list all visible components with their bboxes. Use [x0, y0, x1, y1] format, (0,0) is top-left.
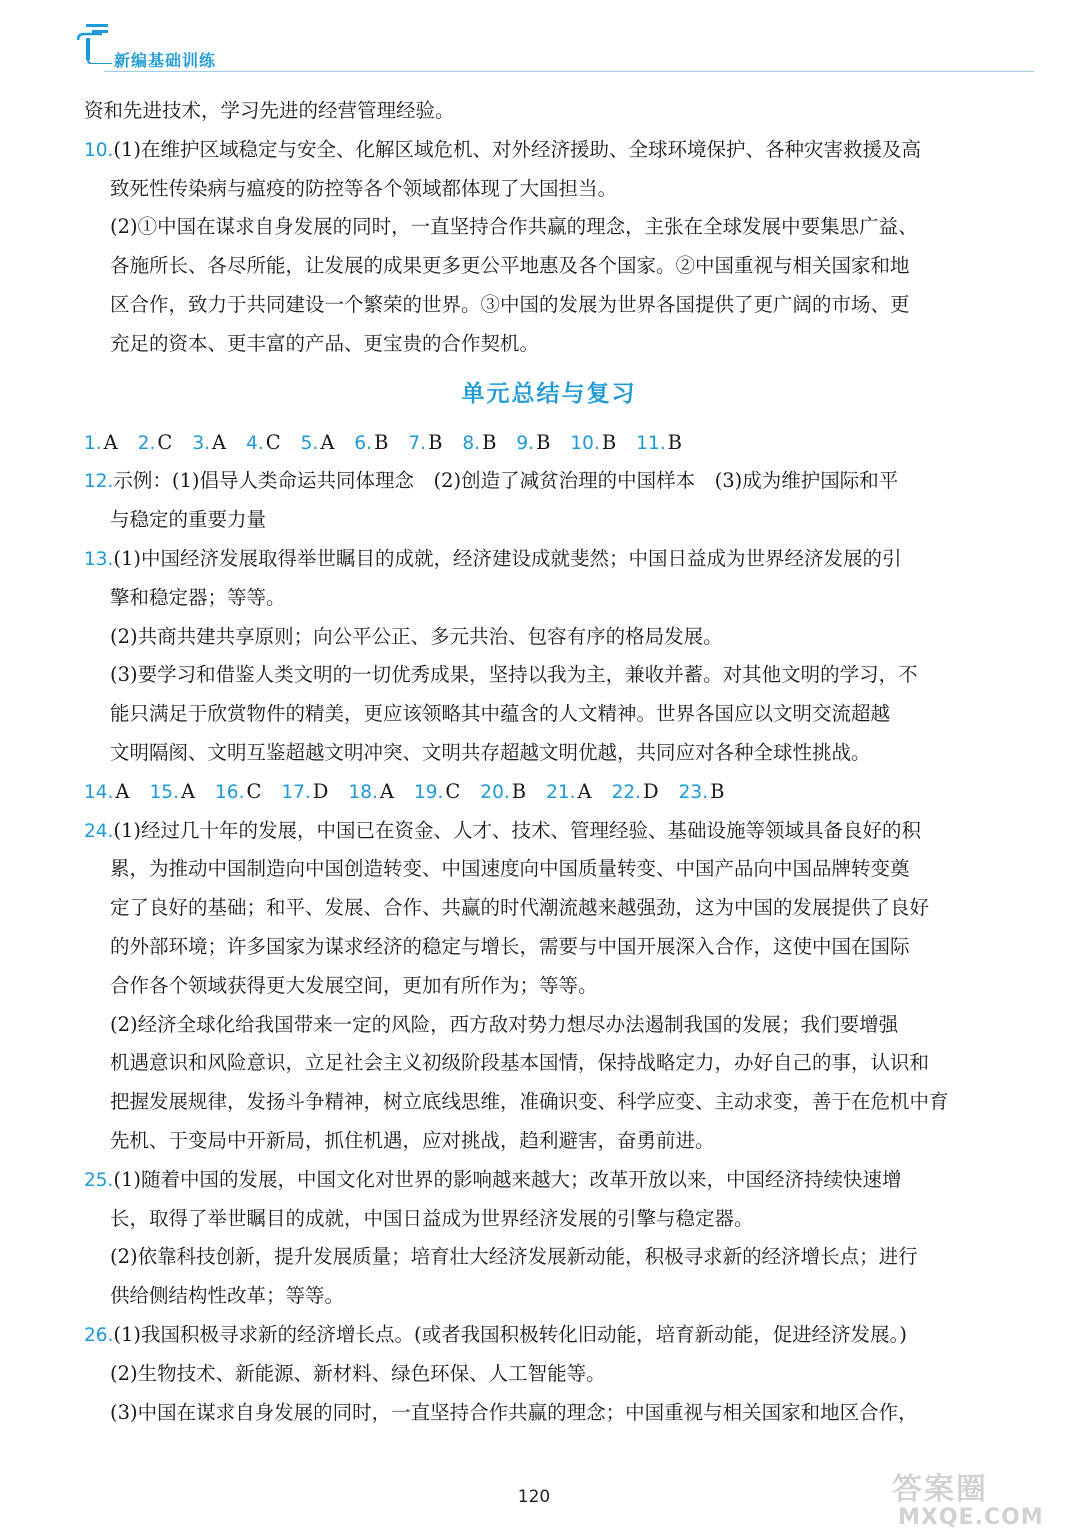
page-header	[0, 0, 1068, 80]
choice-answer	[612, 773, 659, 813]
bottom-answer-block	[84, 812, 1014, 1433]
question-number: 15.	[149, 781, 179, 803]
answer-text: (1)中国经济发展取得举世瞩目的成就，经济建设成就斐然；中国日益成为世界经济发展的引	[113, 546, 902, 570]
question-number: 1.	[84, 432, 102, 454]
choice-answer	[480, 773, 526, 813]
choice-answer	[84, 424, 118, 464]
answer-text: (2)共商共建共享原则；向公平公正、多元共治、包容有序的格局发展。	[110, 624, 723, 648]
answer-line	[84, 618, 1014, 657]
answer-letter: A	[577, 779, 592, 803]
answer-letter: A	[211, 430, 227, 454]
question-number: 4.	[246, 432, 264, 454]
answer-text: (1)我国积极寻求新的经济增长点。(或者我国积极转化旧动能，培育新动能，促进经济发展。)	[113, 1322, 908, 1346]
answer-letter: A	[115, 779, 130, 803]
answer-letter: B	[374, 430, 389, 454]
watermark-top-text: 答案圈	[892, 1472, 988, 1507]
answer-text: 各施所长、各尽所能，让发展的成果更多更公平地惠及各个国家。②中国重视与相关国家和地	[110, 254, 910, 278]
answer-text: 长，取得了举世瞩目的成就，中国日益成为世界经济发展的引擎与稳定器。	[110, 1206, 754, 1230]
answer-text: 能只满足于欣赏物件的精美，更应该领略其中蕴含的人文精神。世界各国应以文明交流超越	[110, 702, 891, 726]
answer-letter: C	[246, 779, 262, 803]
question-number: 18.	[348, 781, 378, 803]
choice-answer	[348, 773, 394, 813]
answer-text: 定了良好的基础；和平、发展、合作、共赢的时代潮流越来越强劲，这为中国的发展提供了良好	[110, 896, 930, 920]
answer-text: (3)要学习和借鉴人类文明的一切优秀成果，坚持以我为主，兼收并蓄。对其他文明的学习，不	[110, 663, 918, 687]
question-number: 25.	[84, 1169, 114, 1191]
answer-letter: A	[103, 430, 118, 454]
answer-line	[84, 967, 1014, 1006]
question-number: 20.	[480, 781, 510, 803]
question-number: 22.	[611, 781, 641, 803]
question-number: 3.	[192, 432, 210, 454]
answer-text: (2)依靠科技创新，提升发展质量；培育壮大经济发展新动能，积极寻求新的经济增长点；进行	[110, 1245, 918, 1269]
answer-line	[84, 695, 1014, 734]
choice-answer	[462, 424, 496, 464]
answer-text: 区合作，致力于共同建设一个繁荣的世界。③中国的发展为世界各国提供了更广阔的市场、更	[110, 292, 910, 316]
answer-line	[84, 131, 1014, 170]
answer-line	[84, 286, 1014, 325]
answer-text: 的外部环境；许多国家为谋求经济的稳定与增长，需要与中国开展深入合作，这使中国在国际	[110, 934, 910, 958]
answer-text: 示例：(1)倡导人类命运共同体理念 (2)创造了减贫治理的中国样本 (3)成为维护国际和平	[113, 469, 899, 493]
answer-text: 充足的资本、更丰富的产品、更宝贵的合作契机。	[110, 331, 540, 355]
book-series-title: 新编基础训练	[114, 51, 217, 70]
answer-text: 致死性传染病与瘟疫的防控等各个领域都体现了大国担当。	[110, 176, 618, 200]
answer-line	[84, 850, 1014, 889]
answer-line	[84, 208, 1014, 247]
answer-letter: A	[379, 779, 394, 803]
answer-text: 文明隔阂、文明互鉴超越文明冲突、文明共存超越文明优越，共同应对各种全球性挑战。	[110, 740, 871, 764]
choice-answer	[246, 424, 281, 464]
answer-line	[84, 325, 1014, 364]
answer-line	[84, 92, 1014, 131]
answer-line	[84, 1316, 1014, 1355]
answer-letter: A	[180, 779, 196, 803]
answer-line	[84, 247, 1014, 286]
header-divider	[104, 71, 1034, 72]
answer-line	[84, 1238, 1014, 1277]
choice-answer	[570, 424, 616, 464]
answer-line	[84, 1083, 1014, 1122]
answer-letter: B	[710, 779, 725, 803]
choice-answers-row-1	[84, 424, 1014, 463]
page-number: 120	[517, 1487, 551, 1507]
answer-letter: B	[601, 430, 617, 454]
answer-text: (1)经过几十年的发展，中国已在资金、人才、技术、管理经验、基础设施等领域具备良好的积	[113, 818, 922, 842]
answer-letter: C	[157, 430, 173, 454]
answer-line	[84, 1006, 1014, 1045]
answer-line	[84, 812, 1014, 851]
choice-answer	[408, 424, 442, 464]
book-logo-icon	[72, 18, 112, 64]
choice-answer	[84, 773, 130, 813]
question-number: 16.	[215, 781, 245, 803]
choice-answer	[546, 773, 592, 813]
choice-answer	[301, 424, 335, 464]
section-title: 单元总结与复习	[461, 380, 637, 407]
answer-content	[84, 92, 1014, 1432]
question-number: 10.	[570, 432, 600, 454]
choice-answer	[414, 773, 460, 813]
answer-line	[84, 928, 1014, 967]
question-number: 21.	[546, 781, 576, 803]
choice-answers-row-2	[84, 773, 1014, 812]
question-number: 10.	[84, 139, 114, 161]
answer-letter: B	[482, 430, 497, 454]
question-number: 13.	[84, 548, 114, 570]
answer-line	[84, 462, 1014, 501]
answer-letter: C	[265, 430, 281, 454]
answer-line	[84, 1355, 1014, 1394]
question-number: 23.	[678, 781, 709, 803]
answer-line	[84, 889, 1014, 928]
question-number: 9.	[516, 432, 535, 454]
question-number: 24.	[84, 820, 114, 842]
answer-letter: C	[445, 779, 461, 803]
answer-text: (2)生物技术、新能源、新材料、绿色环保、人工智能等。	[110, 1361, 606, 1385]
answer-line	[84, 540, 1014, 579]
question-number: 26.	[84, 1324, 114, 1346]
answer-text: 合作各个领域获得更大发展空间，更加有所作为；等等。	[110, 973, 598, 997]
choice-answer	[150, 773, 196, 813]
question-number: 6.	[354, 432, 373, 454]
answer-line	[84, 501, 1014, 540]
answer-text: 先机、于变局中开新局，抓住机遇，应对挑战，趋利避害，奋勇前进。	[110, 1128, 715, 1152]
answer-text: 机遇意识和风险意识，立足社会主义初级阶段基本国情，保持战略定力，办好自己的事，认识和	[110, 1051, 930, 1075]
answer-line	[84, 170, 1014, 209]
choice-answer	[679, 773, 725, 813]
answer-text: (1)随着中国的发展，中国文化对世界的影响越来越大；改革开放以来，中国经济持续快速增	[113, 1167, 902, 1191]
answer-line	[84, 1044, 1014, 1083]
answer-letter: B	[536, 430, 551, 454]
middle-answer-block	[84, 462, 1014, 772]
answer-letter: B	[667, 430, 682, 454]
answer-line	[84, 1200, 1014, 1239]
answer-letter: A	[320, 430, 335, 454]
watermark-logo	[892, 1474, 1062, 1534]
answer-line	[84, 656, 1014, 695]
answer-text: 把握发展规律，发扬斗争精神，树立底线思维，准确识变、科学应变、主动求变，善于在危机中育	[110, 1090, 949, 1114]
answer-text: (1)在维护区域稳定与安全、化解区域危机、对外经济援助、全球环境保护、各种灾害救援及高	[113, 137, 922, 161]
answer-text: 资和先进技术，学习先进的经营管理经验。	[84, 99, 455, 122]
question-number: 8.	[462, 432, 481, 454]
choice-answer	[354, 424, 388, 464]
answer-line	[84, 1394, 1014, 1433]
question-number: 12.	[84, 471, 114, 493]
choice-answer	[138, 424, 173, 464]
choice-answer	[215, 773, 261, 813]
choice-answer	[192, 424, 226, 464]
choice-answer	[636, 424, 682, 464]
question-number: 2.	[137, 432, 156, 454]
answer-text: 与稳定的重要力量	[110, 508, 267, 532]
question-number: 19.	[413, 781, 444, 803]
answer-letter: B	[428, 430, 443, 454]
question-number: 14.	[84, 781, 114, 803]
answer-letter: B	[511, 779, 527, 803]
question-number: 5.	[300, 432, 319, 454]
answer-text: 擎和稳定器；等等。	[110, 585, 286, 609]
question-number: 17.	[281, 781, 311, 803]
answer-text: (2)经济全球化给我国带来一定的风险，西方敌对势力想尽办法遏制我国的发展；我们要增强	[110, 1012, 899, 1036]
answer-letter: D	[643, 779, 659, 803]
choice-answer	[281, 773, 328, 813]
question-number: 7.	[408, 432, 427, 454]
answer-letter: D	[312, 779, 329, 803]
answer-text: 累，为推动中国制造向中国创造转变、中国速度向中国质量转变、中国产品向中国品牌转变奠	[110, 857, 910, 881]
answer-text: (3)中国在谋求自身发展的同时，一直坚持合作共赢的理念；中国重视与相关国家和地区合作，	[110, 1400, 918, 1424]
top-answer-block	[84, 92, 1014, 364]
answer-line	[84, 1277, 1014, 1316]
watermark-bottom-text: MXQE.COM	[898, 1505, 1044, 1530]
answer-line	[84, 1161, 1014, 1200]
choice-answer	[516, 424, 550, 464]
answer-text: 供给侧结构性改革；等等。	[110, 1284, 345, 1308]
question-number: 11.	[636, 432, 666, 454]
answer-line	[84, 1122, 1014, 1161]
answer-line	[84, 579, 1014, 618]
answer-line	[84, 734, 1014, 773]
answer-text: (2)①中国在谋求自身发展的同时，一直坚持合作共赢的理念，主张在全球发展中要集思广益、	[110, 215, 918, 239]
